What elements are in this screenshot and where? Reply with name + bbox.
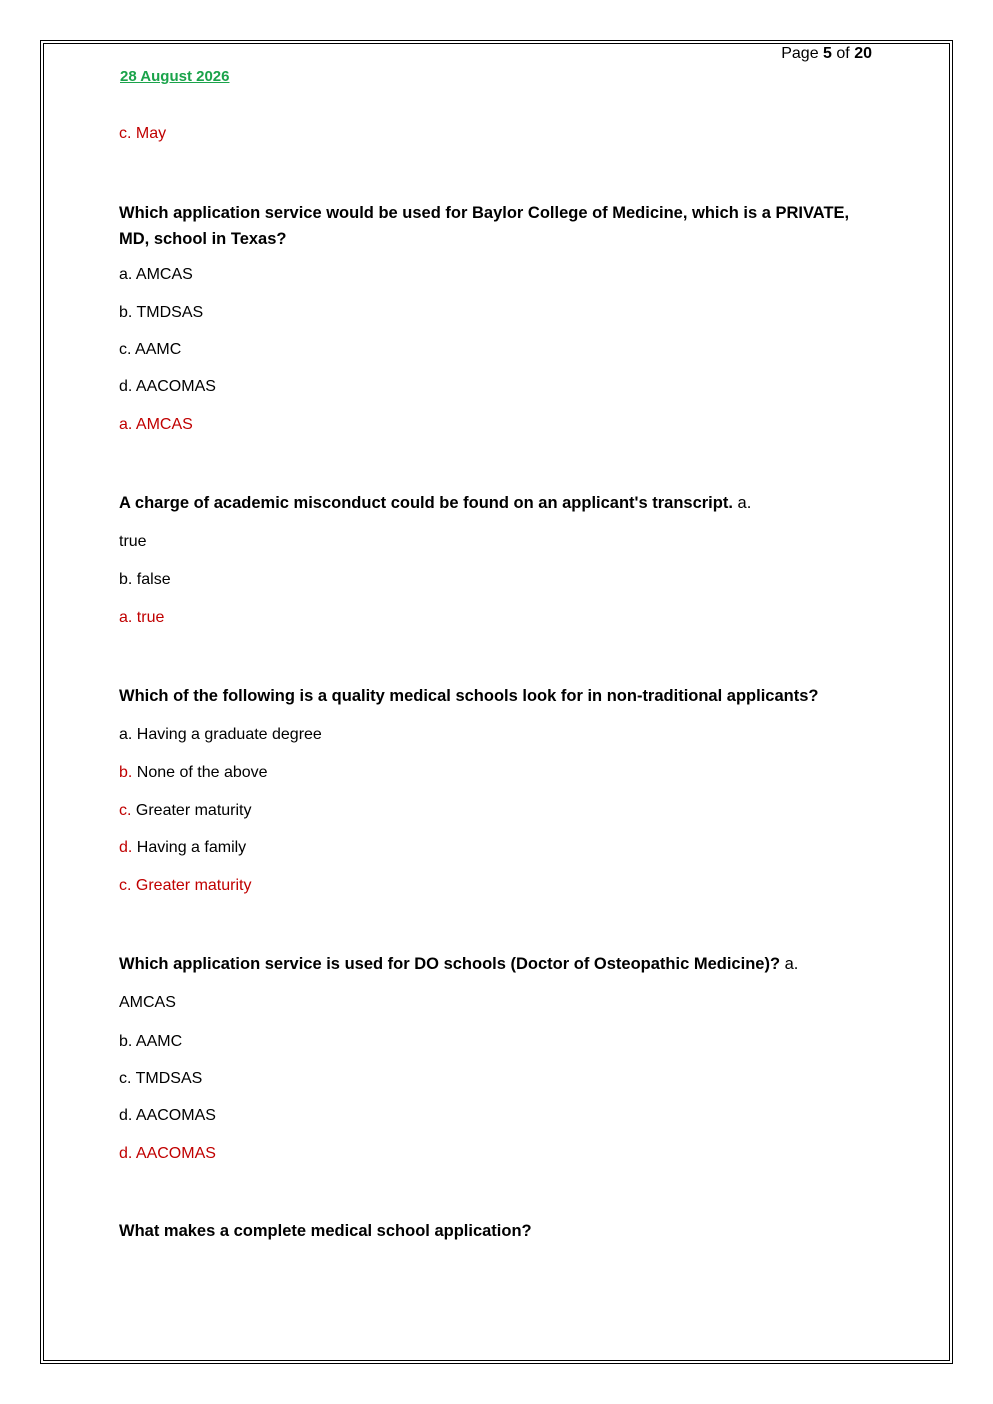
option-text: None of the above <box>136 764 268 781</box>
question-3-option-c <box>119 801 252 821</box>
page-total: 20 <box>854 45 872 62</box>
option-letter: d. <box>119 378 133 395</box>
question-1-option-d <box>119 377 216 397</box>
option-letter: d. <box>119 1107 133 1124</box>
question-4-answer: d. AACOMAS <box>119 1145 216 1162</box>
page-of-label: of <box>836 45 850 62</box>
option-letter: c. <box>119 802 132 819</box>
option-letter: b. <box>119 764 133 781</box>
question-1-answer: a. AMCAS <box>119 416 193 433</box>
option-letter: a. <box>119 266 133 283</box>
option-text: Greater maturity <box>135 802 252 819</box>
option-text: AMCAS <box>119 994 176 1011</box>
question-4-option-d <box>119 1106 216 1126</box>
question-3-answer: c. Greater maturity <box>119 877 252 894</box>
question-2-option-a <box>119 532 147 552</box>
option-letter: c. <box>119 341 132 358</box>
question-3-option-a <box>119 725 322 745</box>
option-text: Having a family <box>136 839 247 856</box>
option-text: AACOMAS <box>135 1107 216 1124</box>
question-1-option-a <box>119 265 193 285</box>
question-4-option-b <box>119 1032 182 1052</box>
option-text: TMDSAS <box>135 1070 203 1087</box>
option-text: true <box>119 533 147 550</box>
question-3-option-b <box>119 763 268 783</box>
question-2-prompt-text: A charge of academic misconduct could be found on an applicant's transcript. <box>119 494 733 512</box>
question-3-option-d <box>119 838 246 858</box>
question-5-prompt: What makes a complete medical school application? <box>119 1222 532 1240</box>
question-2-prompt <box>119 490 879 516</box>
question-1-option-c <box>119 340 181 360</box>
question-4-prompt <box>119 951 879 977</box>
question-2-option-b <box>119 570 171 590</box>
carryover-answer: c. May <box>119 125 167 142</box>
header-date: 28 August 2026 <box>120 68 230 85</box>
question-2-inline-option: a. <box>737 494 752 512</box>
option-letter: b. <box>119 304 133 321</box>
option-letter: d. <box>119 839 133 856</box>
question-2-answer: a. true <box>119 609 165 626</box>
page-current: 5 <box>823 45 832 62</box>
option-text: AACOMAS <box>135 378 216 395</box>
question-4-inline-option: a. <box>784 955 799 973</box>
option-text: AMCAS <box>135 266 193 283</box>
option-letter: c. <box>119 1070 132 1087</box>
option-letter: a. <box>119 726 133 743</box>
question-3-prompt: Which of the following is a quality medical schools look for in non-traditional applicants? <box>119 687 819 705</box>
question-1-option-b <box>119 303 203 323</box>
question-4-option-a <box>119 993 176 1013</box>
option-letter: b. <box>119 571 133 588</box>
question-1-prompt: Which application service would be used for Baylor College of Medicine, which is a PRIVATE, MD, school in Texas? <box>119 204 850 248</box>
option-text: AAMC <box>135 341 182 358</box>
option-text: false <box>136 571 171 588</box>
page-label: Page <box>781 45 819 62</box>
option-text: AAMC <box>135 1033 183 1050</box>
page-number <box>781 44 872 64</box>
option-text: Having a graduate degree <box>136 726 322 743</box>
option-text: TMDSAS <box>136 304 204 321</box>
question-4-prompt-text: Which application service is used for DO schools (Doctor of Osteopathic Medicine)? <box>119 955 781 973</box>
question-4-option-c <box>119 1069 202 1089</box>
option-letter: b. <box>119 1033 133 1050</box>
